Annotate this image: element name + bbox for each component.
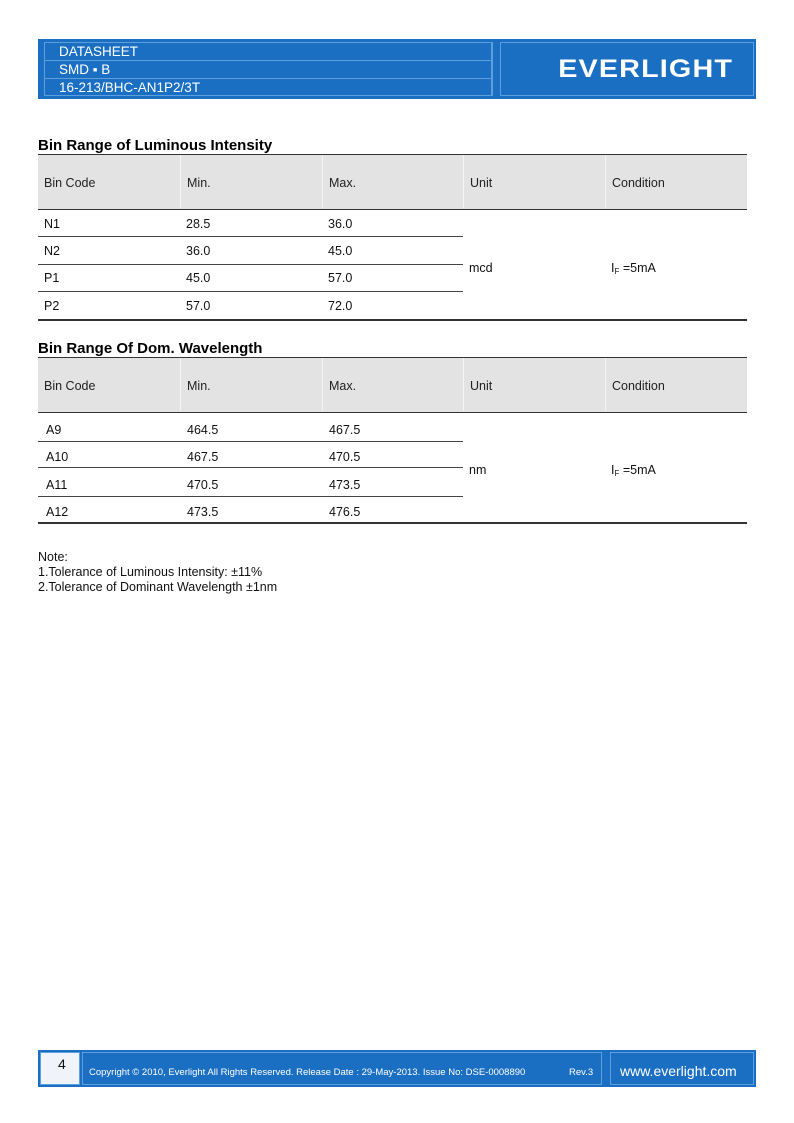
page-number-box bbox=[40, 1052, 80, 1085]
page-footer bbox=[38, 1050, 756, 1087]
notes-block bbox=[38, 550, 277, 595]
footer-url-box bbox=[610, 1052, 754, 1085]
notes-heading: Note: bbox=[38, 550, 68, 564]
footer-info bbox=[82, 1052, 602, 1085]
revision-text: Rev.3 bbox=[569, 1067, 594, 1078]
col-min: Min. bbox=[187, 176, 211, 190]
copyright-text: Copyright © 2010, Everlight All Rights Reserved. Release Date : 29-May-2013. Issue No: DSE-0008890 bbox=[89, 1067, 526, 1078]
luminous-table-header bbox=[38, 154, 747, 210]
note-item: 1.Tolerance of Luminous Intensity: ±11% bbox=[38, 565, 263, 579]
col-max: Max. bbox=[329, 176, 357, 190]
everlight-logo: EVERLIGHT bbox=[558, 55, 733, 83]
col-min: Min. bbox=[187, 379, 211, 393]
wavelength-title: Bin Range Of Dom. Wavelength bbox=[38, 340, 263, 357]
col-unit: Unit bbox=[470, 379, 493, 393]
header-doc-type: DATASHEET bbox=[59, 44, 139, 59]
luminous-unit: mcd bbox=[469, 261, 493, 275]
wavelength-table-header bbox=[38, 357, 747, 413]
page-number: 4 bbox=[58, 1056, 66, 1072]
page-header bbox=[38, 39, 756, 99]
website-link[interactable]: www.everlight.com bbox=[620, 1063, 737, 1079]
luminous-condition: $I_F =5mA$ bbox=[611, 261, 656, 276]
header-doc-info bbox=[44, 42, 492, 96]
col-condition: Condition bbox=[612, 176, 665, 190]
luminous-title: Bin Range of Luminous Intensity bbox=[38, 137, 273, 154]
wavelength-unit: nm bbox=[469, 463, 487, 477]
wavelength-condition: $I_F =5mA$ bbox=[611, 463, 656, 478]
col-max: Max. bbox=[329, 379, 357, 393]
col-bin-code: Bin Code bbox=[44, 176, 96, 190]
header-part-number: 16-213/BHC-AN1P2/3T bbox=[59, 80, 201, 95]
col-bin-code: Bin Code bbox=[44, 379, 96, 393]
col-condition: Condition bbox=[612, 379, 665, 393]
header-package: SMD ▪ B bbox=[59, 62, 111, 77]
note-item: 2.Tolerance of Dominant Wavelength ±1nm bbox=[38, 580, 278, 594]
header-logo-box bbox=[500, 42, 754, 96]
col-unit: Unit bbox=[470, 176, 493, 190]
